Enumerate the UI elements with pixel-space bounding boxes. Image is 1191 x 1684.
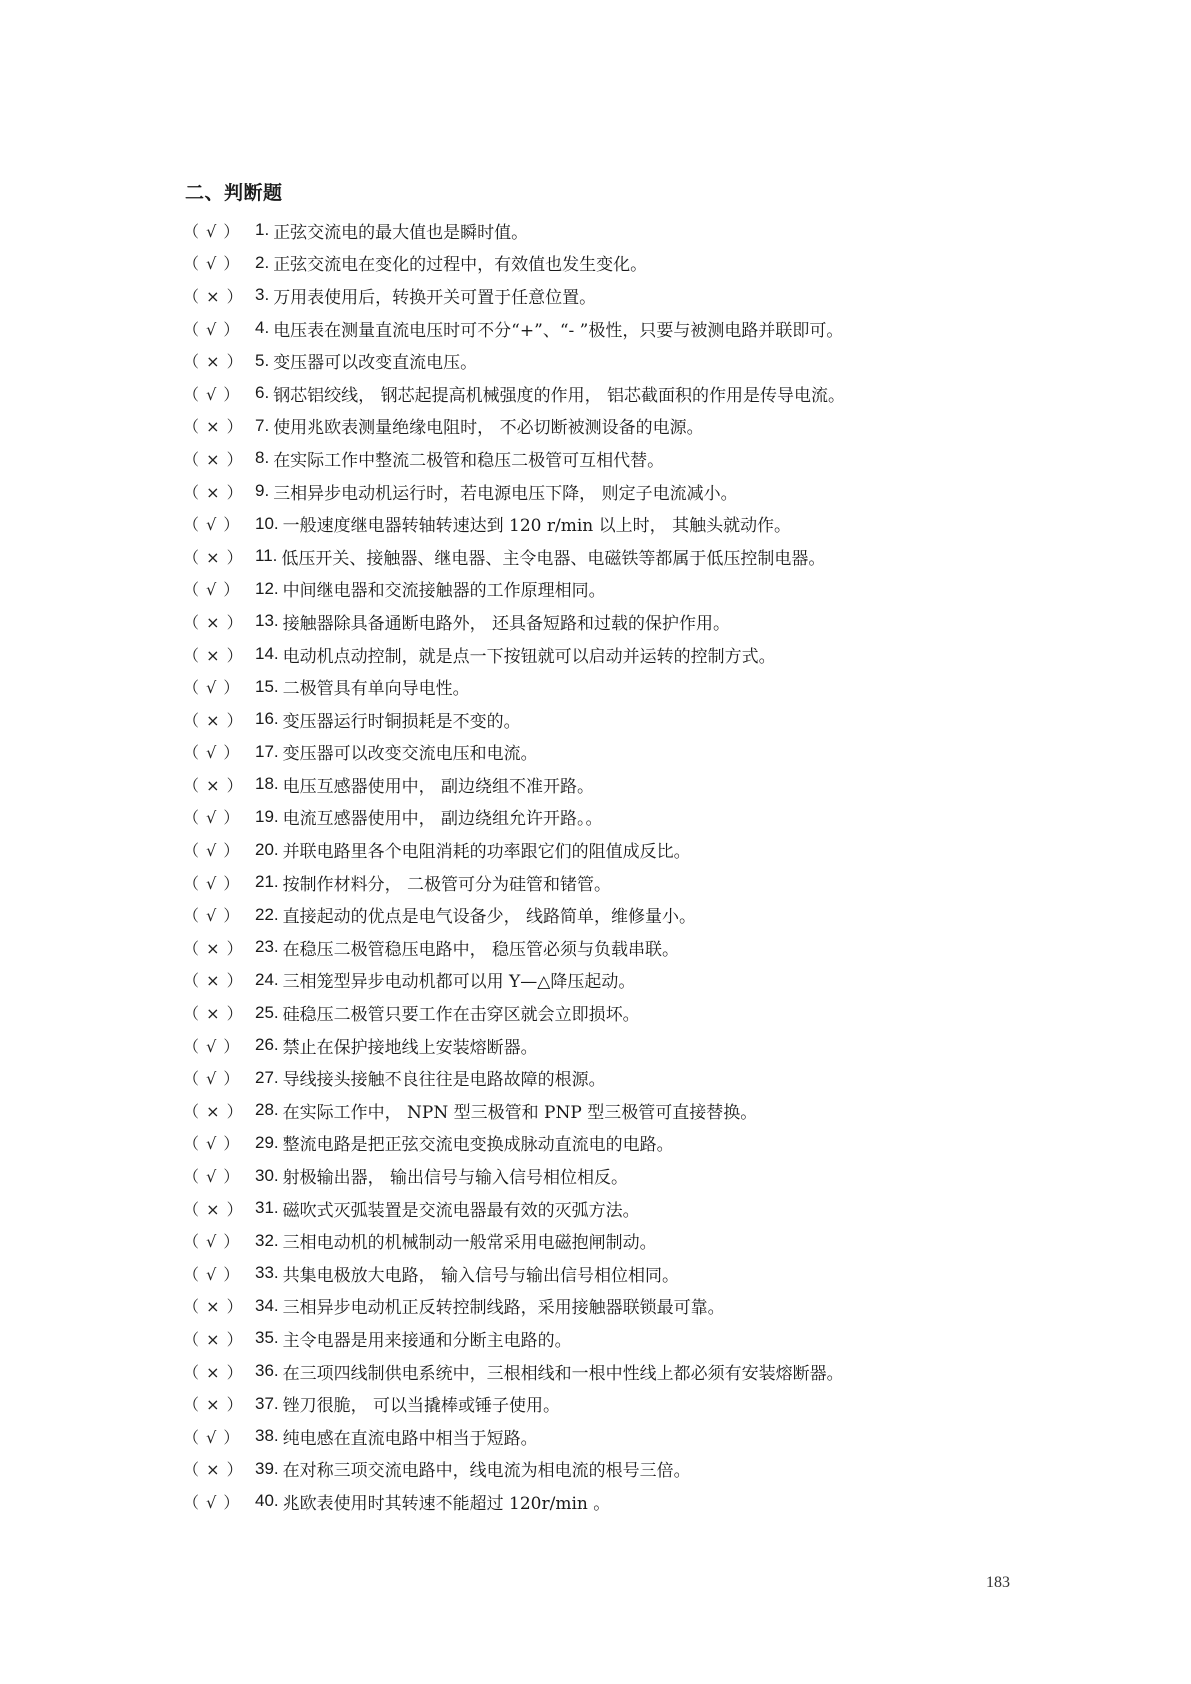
- question-text: 在三项四线制供电系统中，三根相线和一根中性线上都必须有安装熔断器。: [282, 1363, 844, 1384]
- list-item: [183, 996, 1043, 1029]
- list-item: [183, 964, 1043, 997]
- question-number: 26.: [255, 1035, 279, 1055]
- question-number: 18.: [255, 774, 279, 794]
- question-number: 30.: [255, 1165, 279, 1185]
- question-text: 电压互感器使用中， 副边绕组不准开路。: [282, 776, 595, 797]
- list-item: [183, 605, 1043, 638]
- list-item: [183, 410, 1043, 443]
- list-item: [183, 1094, 1043, 1127]
- question-text: 变压器可以改变直流电压。: [273, 353, 478, 374]
- answer-mark: （ √ ）: [183, 841, 241, 861]
- question-number: 29.: [255, 1132, 279, 1152]
- question-text: 按制作材料分， 二极管可分为硅管和锗管。: [282, 874, 612, 895]
- list-item: [183, 898, 1043, 931]
- question-text: 三相电动机的机械制动一般常采用电磁抱闸制动。: [282, 1233, 657, 1254]
- question-number: 5.: [255, 350, 270, 370]
- question-text: 一般速度继电器转轴转速达到 120 r/min 以上时， 其触头就动作。: [282, 516, 792, 537]
- answer-mark: （ √ ）: [183, 384, 241, 404]
- answer-mark: （ √ ）: [183, 221, 241, 241]
- question-number: 12.: [255, 578, 279, 598]
- list-item: [183, 1387, 1043, 1420]
- question-number: 27.: [255, 1067, 279, 1087]
- list-item: [183, 670, 1043, 703]
- page-number: 183: [986, 1574, 1010, 1591]
- answer-mark: （ × ）: [183, 1101, 244, 1121]
- question-text: 万用表使用后，转换开关可置于任意位置。: [273, 287, 597, 308]
- list-item: [183, 1420, 1043, 1453]
- answer-mark: （ √ ）: [183, 1232, 241, 1252]
- list-item: [183, 377, 1043, 410]
- list-item: [183, 1257, 1043, 1290]
- question-text: 二极管具有单向导电性。: [282, 679, 470, 700]
- answer-mark: （ × ）: [183, 971, 244, 991]
- question-number: 24.: [255, 969, 279, 989]
- question-number: 20.: [255, 839, 279, 859]
- list-item: [183, 638, 1043, 671]
- answer-mark: （ √ ）: [183, 1264, 241, 1284]
- question-text: 使用兆欧表测量绝缘电阻时， 不必切断被测设备的电源。: [273, 418, 704, 439]
- question-number: 17.: [255, 741, 279, 761]
- answer-mark: （ √ ）: [183, 1069, 241, 1089]
- list-item: [183, 540, 1043, 573]
- question-text: 硅稳压二极管只要工作在击穿区就会立即损坏。: [282, 1005, 640, 1026]
- question-text: 射极输出器， 输出信号与输入信号相位相反。: [282, 1168, 629, 1189]
- answer-mark: （ × ）: [183, 1395, 244, 1415]
- question-text: 锉刀很脆， 可以当撬棒或锤子使用。: [282, 1396, 561, 1417]
- question-text: 禁止在保护接地线上安装熔断器。: [282, 1037, 538, 1058]
- answer-mark: （ √ ）: [183, 254, 241, 274]
- list-item: [183, 507, 1043, 540]
- question-number: 23.: [255, 937, 279, 957]
- answer-mark: （ √ ）: [183, 580, 241, 600]
- question-text: 正弦交流电的最大值也是瞬时值。: [273, 222, 529, 243]
- list-item: [183, 1159, 1043, 1192]
- question-number: 37.: [255, 1393, 279, 1413]
- list-item: [183, 344, 1043, 377]
- list-item: [183, 1127, 1043, 1160]
- list-item: [183, 1453, 1043, 1486]
- question-number: 6.: [255, 383, 270, 403]
- answer-mark: （ √ ）: [183, 1036, 241, 1056]
- answer-mark: （ × ）: [183, 352, 244, 372]
- answer-mark: （ × ）: [183, 612, 244, 632]
- answer-mark: （ × ）: [183, 775, 244, 795]
- answer-mark: （ × ）: [183, 1199, 244, 1219]
- question-number: 4.: [255, 318, 270, 338]
- question-number: 2.: [255, 252, 270, 272]
- list-item: [183, 1029, 1043, 1062]
- question-text: 正弦交流电在变化的过程中，有效值也发生变化。: [273, 255, 648, 276]
- question-text: 钢芯铝绞线， 钢芯起提高机械强度的作用， 铝芯截面积的作用是传导电流。: [273, 385, 845, 406]
- question-text: 直接起动的优点是电气设备少， 线路简单，维修量小。: [282, 907, 697, 928]
- question-number: 22.: [255, 904, 279, 924]
- question-text: 中间继电器和交流接触器的工作原理相同。: [282, 581, 606, 602]
- answer-mark: （ × ）: [183, 1329, 244, 1349]
- answer-mark: （ × ）: [183, 1460, 244, 1480]
- question-text: 整流电路是把正弦交流电变换成脉动直流电的电路。: [282, 1135, 674, 1156]
- question-number: 31.: [255, 1198, 279, 1218]
- question-number: 14.: [255, 644, 279, 664]
- list-item: [183, 703, 1043, 736]
- question-text: 低压开关、接触器、继电器、主令电器、电磁铁等都属于低压控制电器。: [281, 548, 826, 569]
- question-number: 28.: [255, 1100, 279, 1120]
- list-item: [183, 214, 1043, 247]
- question-number: 9.: [255, 481, 270, 501]
- answer-mark: （ √ ）: [183, 808, 241, 828]
- answer-mark: （ √ ）: [183, 515, 241, 535]
- answer-mark: （ × ）: [183, 1004, 244, 1024]
- list-item: [183, 1224, 1043, 1257]
- question-list: [183, 214, 1043, 1518]
- question-text: 磁吹式灭弧装置是交流电器最有效的灭弧方法。: [282, 1200, 640, 1221]
- answer-mark: （ × ）: [183, 286, 244, 306]
- question-number: 38.: [255, 1426, 279, 1446]
- question-number: 35.: [255, 1328, 279, 1348]
- question-text: 三相异步电动机运行时，若电源电压下降， 则定子电流减小。: [273, 483, 738, 504]
- question-text: 变压器运行时铜损耗是不变的。: [282, 711, 521, 732]
- list-item: [183, 573, 1043, 606]
- question-text: 共集电极放大电路， 输入信号与输出信号相位相同。: [282, 1265, 680, 1286]
- question-number: 39.: [255, 1458, 279, 1478]
- question-number: 36.: [255, 1361, 279, 1381]
- list-item: [183, 1061, 1043, 1094]
- answer-mark: （ × ）: [183, 547, 244, 567]
- list-item: [183, 1290, 1043, 1323]
- question-text: 在稳压二极管稳压电路中， 稳压管必须与负载串联。: [282, 939, 680, 960]
- question-number: 33.: [255, 1263, 279, 1283]
- question-number: 32.: [255, 1230, 279, 1250]
- question-number: 8.: [255, 448, 270, 468]
- question-text: 纯电感在直流电路中相当于短路。: [282, 1428, 538, 1449]
- answer-mark: （ √ ）: [183, 743, 241, 763]
- list-item: [183, 1322, 1043, 1355]
- section-title: 二、判断题: [185, 182, 283, 204]
- list-item: [183, 931, 1043, 964]
- question-text: 在实际工作中整流二极管和稳压二极管可互相代替。: [273, 450, 665, 471]
- question-number: 10.: [255, 513, 279, 533]
- question-number: 11.: [255, 546, 278, 566]
- question-number: 7.: [255, 415, 270, 435]
- answer-mark: （ × ）: [183, 1362, 244, 1382]
- question-number: 1.: [255, 220, 270, 240]
- question-text: 三相异步电动机正反转控制线路，采用接触器联锁最可靠。: [282, 1298, 725, 1319]
- list-item: [183, 768, 1043, 801]
- answer-mark: （ × ）: [183, 1297, 244, 1317]
- question-text: 电动机点动控制，就是点一下按钮就可以启动并运转的控制方式。: [282, 646, 776, 667]
- list-item: [183, 736, 1043, 769]
- question-number: 21.: [255, 872, 279, 892]
- question-number: 13.: [255, 611, 279, 631]
- question-number: 15.: [255, 676, 279, 696]
- question-text: 接触器除具备通断电路外， 还具备短路和过载的保护作用。: [282, 613, 731, 634]
- question-text: 在实际工作中， NPN 型三极管和 PNP 型三极管可直接替换。: [282, 1102, 758, 1123]
- question-text: 电压表在测量直流电压时可不分“+”、“- ”极性，只要与被测电路并联即可。: [273, 320, 844, 341]
- list-item: [183, 1355, 1043, 1388]
- question-number: 34.: [255, 1295, 279, 1315]
- answer-mark: （ √ ）: [183, 678, 241, 698]
- answer-mark: （ × ）: [183, 645, 244, 665]
- list-item: [183, 1485, 1043, 1518]
- question-text: 变压器可以改变交流电压和电流。: [282, 744, 538, 765]
- list-item: [183, 801, 1043, 834]
- question-number: 19.: [255, 806, 279, 826]
- list-item: [183, 312, 1043, 345]
- answer-mark: （ √ ）: [183, 319, 241, 339]
- list-item: [183, 279, 1043, 312]
- question-number: 25.: [255, 1002, 279, 1022]
- list-item: [183, 1192, 1043, 1225]
- answer-mark: （ × ）: [183, 938, 244, 958]
- question-text: 电流互感器使用中， 副边绕组允许开路。。: [282, 809, 603, 830]
- answer-mark: （ × ）: [183, 482, 244, 502]
- question-text: 导线接头接触不良往往是电路故障的根源。: [282, 1070, 606, 1091]
- answer-mark: （ √ ）: [183, 873, 241, 893]
- question-text: 兆欧表使用时其转速不能超过 120r/min 。: [282, 1493, 611, 1514]
- answer-mark: （ √ ）: [183, 1167, 241, 1187]
- answer-mark: （ √ ）: [183, 1427, 241, 1447]
- answer-mark: （ × ）: [183, 417, 244, 437]
- list-item: [183, 833, 1043, 866]
- question-text: 主令电器是用来接通和分断主电路的。: [282, 1330, 572, 1351]
- list-item: [183, 442, 1043, 475]
- question-text: 在对称三项交流电路中，线电流为相电流的根号三倍。: [282, 1461, 691, 1482]
- answer-mark: （ √ ）: [183, 906, 241, 926]
- question-number: 40.: [255, 1491, 279, 1511]
- question-number: 3.: [255, 285, 270, 305]
- answer-mark: （ × ）: [183, 449, 244, 469]
- list-item: [183, 247, 1043, 280]
- list-item: [183, 475, 1043, 508]
- answer-mark: （ √ ）: [183, 1492, 241, 1512]
- answer-mark: （ √ ）: [183, 1134, 241, 1154]
- question-number: 16.: [255, 709, 279, 729]
- list-item: [183, 866, 1043, 899]
- question-text: 三相笼型异步电动机都可以用 Y—△降压起动。: [282, 972, 636, 993]
- answer-mark: （ × ）: [183, 710, 244, 730]
- question-text: 并联电路里各个电阻消耗的功率跟它们的阻值成反比。: [282, 842, 691, 863]
